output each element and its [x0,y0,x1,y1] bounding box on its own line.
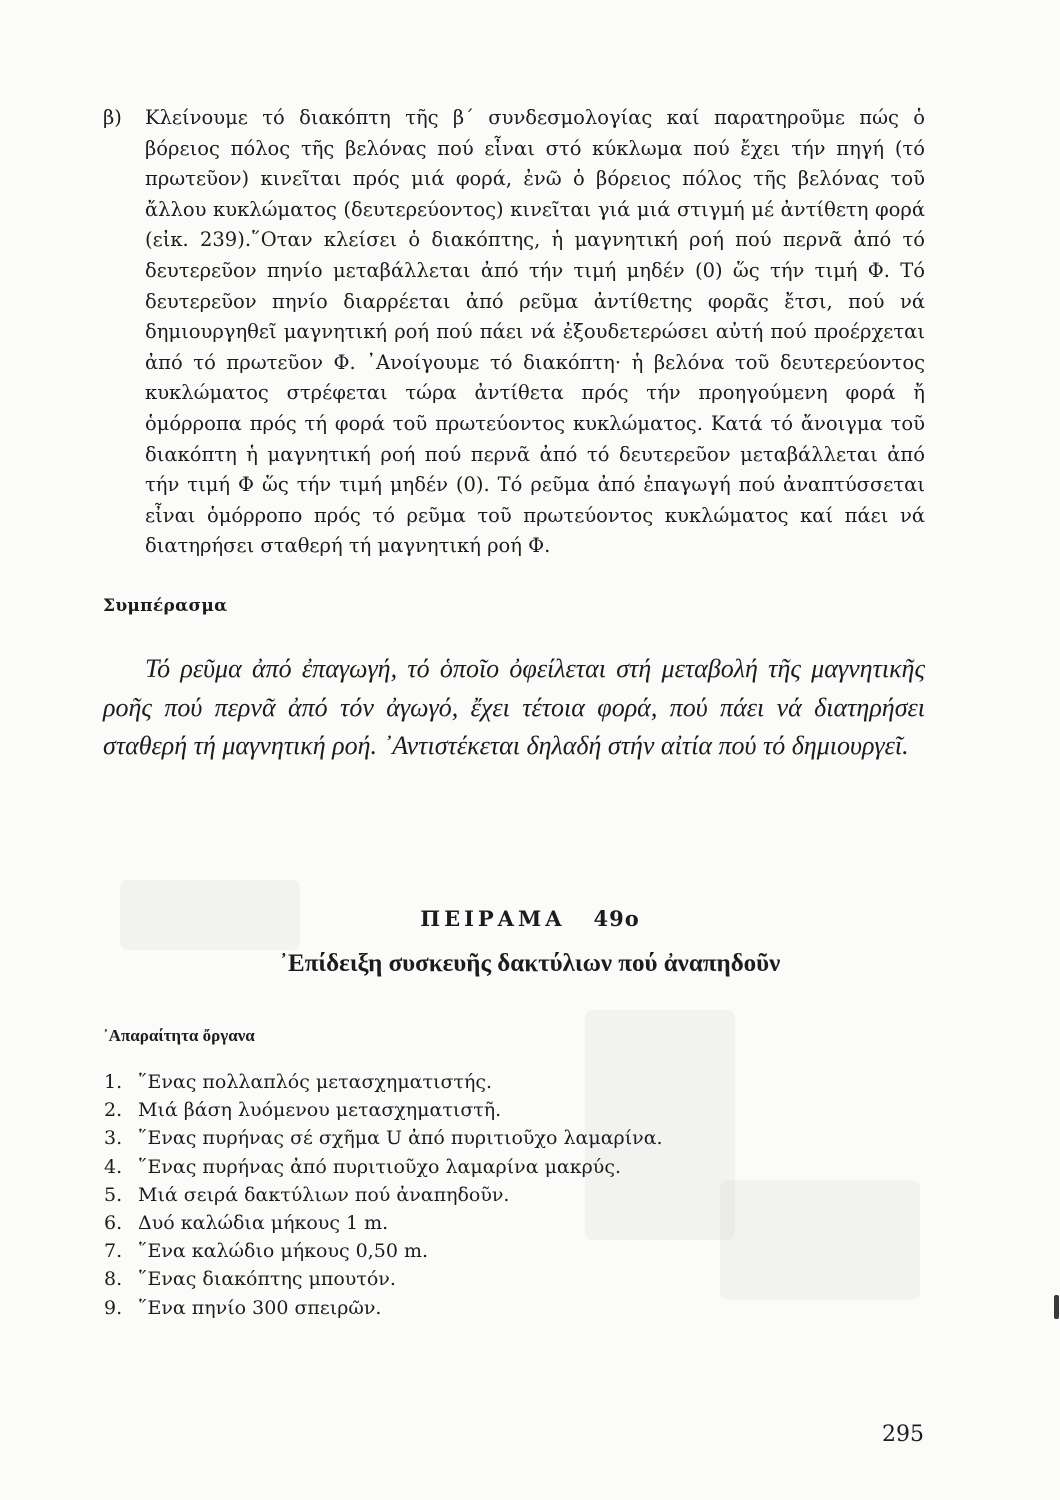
explanation-paragraph [103,103,925,562]
item-text: ῞Ενας πυρήνας σέ σχῆμα U ἀπό πυριτιοῦχο λαμαρίνα. [138,1127,663,1150]
equipment-heading: ᾿Απαραίτητα ὄργανα [103,1026,255,1045]
experiment-label: ΠΕΙΡΑΜΑ [420,906,566,931]
item-number: 4. [104,1155,123,1178]
list-item [104,1181,663,1209]
item-number: 1. [104,1071,123,1093]
experiment-number-heading [0,906,1060,931]
item-text: ῞Ενας πολλαπλός μετασχηματιστής. [138,1071,493,1093]
list-item [104,1068,663,1096]
item-text: ῞Ενα καλώδιο μήκους 0,50 m. [138,1240,429,1263]
item-number: 3. [104,1127,123,1150]
item-number: 9. [104,1296,123,1319]
item-number: 7. [104,1240,123,1263]
paragraph-label: β) [103,106,122,129]
item-number: 6. [104,1212,123,1235]
page-edge-mark [1054,1295,1059,1319]
item-text: ῞Ενας πυρήνας ἀπό πυριτιοῦχο λαμαρίνα μακρύς. [138,1155,622,1178]
list-item [104,1237,663,1265]
item-number: 5. [104,1183,123,1206]
list-item [104,1294,663,1322]
conclusion-text: Τό ρεῦμα ἀπό ἐπαγωγή, τό ὁποῖο ὀφείλεται στή μεταβολή τῆς μαγνητικῆς ροῆς πού περνᾶ ἀπό τόν ἀγωγό, ἔχει τέτοια φορά, πού πάει νά διατηρήσει σταθερή τή μαγνητική ροή. ᾿Αντιστέκεται δηλαδή στήν αἰτία πού τό δημιουργεῖ. [103,654,925,760]
page-number: 295 [882,1422,924,1447]
experiment-number: 49ο [593,906,640,931]
item-text: Μιά βάση λυόμενου μετασχηματιστῆ. [138,1099,502,1122]
item-number: 2. [104,1099,123,1122]
item-text: ῞Ενας διακόπτης μπουτόν. [138,1268,396,1291]
item-number: 8. [104,1268,123,1291]
item-text: ῞Ενα πηνίο 300 σπειρῶν. [138,1296,382,1319]
list-item [104,1153,663,1181]
list-item [104,1265,663,1293]
paragraph-text: Κλείνουμε τό διακόπτη τῆς β΄ συνδεσμολογίας καί παρατηροῦμε πώς ὁ βόρειος πόλος τῆς βελόνας πού εἶναι στό κύκλωμα πού ἔχει τήν πηγή (τό πρωτεῦον) κινεῖται πρός μιά φορά, ἐνῶ ὁ βόρειος πόλος τῆς βελόνας τοῦ ἄλλου κυκλώματος (δευτερεύοντος) κινεῖται γιά μιά στιγμή μέ ἀντίθετη φορά (εἰκ. 239).῞Οταν κλείσει ὁ διακόπτης, ἡ μαγνητική ροή πού περνᾶ ἀπό τό δευτερεῦον πηνίο μεταβάλλεται ἀπό τήν τιμή μηδέν (0) ὥς τήν τιμή Φ. Τό δευτερεῦον πηνίο διαρρέεται ἀπό ρεῦμα ἀντίθετης φορᾶς ἔτσι, πού νά δημιουργηθεῖ μαγνητική ροή πού πάει νά ἐξουδετερώσει αὐτή πού προέρχεται ἀπό τό πρωτεῦον Φ. ᾿Ανοίγουμε τό διακόπτη· ἡ βελόνα τοῦ δευτερεύοντος κυκλώματος στρέφεται τώρα ἀντίθετα πρός τήν προηγούμενη φορά ἤ ὁμόρροπα πρός τή φορά τοῦ πρωτεύοντος κυκλώματος. Κατά τό ἄνοιγμα τοῦ διακόπτη ἡ μαγνητική ροή πού περνᾶ ἀπό τό δευτερεῦον μεταβάλλεται ἀπό τήν τιμή Φ ὥς τήν τιμή μηδέν (0). Τό ρεῦμα ἀπό ἐπαγωγή πού ἀναπτύσσεται εἶναι ὁμόρροπο πρός τό ρεῦμα τοῦ πρωτεύοντος κυκλώματος καί πάει νά διατηρήσει σταθερή τή μαγνητική ροή Φ. [145,106,925,558]
list-item [104,1209,663,1237]
experiment-title: ᾿Επίδειξη συσκευῆς δακτύλιων πού ἀναπηδοῦν [279,950,781,977]
list-item [104,1096,663,1124]
item-text: Μιά σειρά δακτύλιων πού ἀναπηδοῦν. [138,1183,510,1206]
conclusion-heading: Συμπέρασμα [103,596,228,616]
item-text: Δυό καλώδια μήκους 1 m. [138,1212,389,1235]
equipment-list [104,1068,663,1322]
list-item [104,1124,663,1152]
